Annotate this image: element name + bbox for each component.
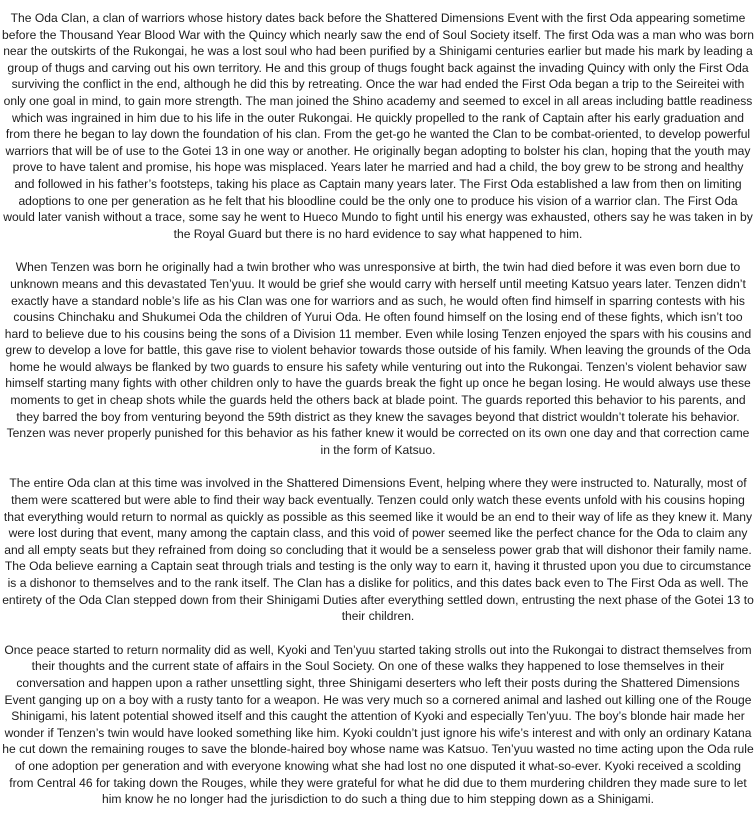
paragraph-shattered-dimensions: The entire Oda clan at this time was involved in the Shattered Dimensions Event, helping where they were instructed to. Naturally, most of them were scattered but were able to find their way back eventually. Tenzen could only watch these events unfold with his cousins hoping that everything would return to normal as quickly as possible as this seemed like it would be an end to their way of life as they knew it. Many were lost during that event, many among the captain class, and this void of power seemed like the perfect chance for the Oda to claim any and all empty seats but they refrained from doing so concluding that it would be a senseless power grab that will dishonor their family name. The Oda believe earning a Captain seat through trials and testing is the only way to earn it, having it thrusted upon you due to circumstance is a dishonor to themselves and to the rank itself. The Clan has a dislike for politics, and this dates back even to The First Oda as well. The entirety of the Oda Clan stepped down from their Shinigami Duties after everything settled down, entrusting the next phase of the Gotei 13 to their children.	[2, 476, 754, 624]
paragraph-oda-clan-history: The Oda Clan, a clan of warriors whose history dates back before the Shattered Dimensions Event with the first Oda appearing sometime before the Thousand Year Blood War with the Quincy which nearly saw the end of Soul Society itself. The first Oda was a man who was born near the outskirts of the Rukongai, he was a lost soul who had been purified by a Shinigami centuries earlier but made his mark by leading a group of thugs and carving out his own territory. He and this group of thugs fought back against the invading Quincy with only the First Oda surviving the conflict in the end, although he did this by retreating. Once the war had ended the First Oda began a trip to the Seireitei with only one goal in mind, to gain more strength. The man joined the Shino academy and seemed to excel in all areas including battle readiness which was ingrained in him due to his life in the outer Rukongai. He quickly propelled to the rank of Captain after his early graduation and from there he began to lay down the foundation of his clan. From the get-go he wanted the Clan to be combat-oriented, to develop powerful warriors that will be of use to the Gotei 13 in one way or another. He originally began adopting to bolster his clan, hoping that the youth may prove to have talent and promise, his hope was misplaced. Years later he married and had a child, the boy grew to be strong and healthy and followed in his father’s footsteps, taking his place as Captain many years later. The First Oda established a law from then on limiting adoptions to one per generation as he felt that his bloodline could be the only one to produce his vision of a warrior clan. The First Oda would later vanish without a trace, some say he went to Hueco Mundo to fight until his energy was exhausted, others say he was taken in by the Royal Guard but there is no hard evidence to say what happened to him.	[2, 11, 755, 241]
paragraph-katsuo-adoption: Once peace started to return normality did as well, Kyoki and Ten’yuu started taking strolls out into the Rukongai to distract themselves from their thoughts and the current state of affairs in the Soul Society. On one of these walks they happened to lose themselves in their conversation and happen upon a rather unsettling sight, three Shinigami deserters who left their posts during the Shattered Dimensions Event ganging up on a boy with a rusty tanto for a weapon. He was very much so a cornered animal and lashed out killing one of the Rouge Shinigami, his latent potential showed itself and this caught the attention of Kyoki and especially Ten’yuu. The boy’s blonde hair made her wonder if Tenzen’s twin would have looked something like him. Kyoki couldn’t just ignore his wife’s interest and with only an ordinary Katana he cut down the remaining rouges to save the blonde-haired boy whose name was Katsuo. Ten’yuu wasted no time acting upon the Oda rule of one adoption per generation and with everyone knowing what she had lost no one disputed it what-so-ever. Kyoki received a scolding from Central 46 for taking down the Rouges, while they were grateful for what he did due to them murdering children they made sure to let him know he no longer had the jurisdiction to do such a thing due to him stepping down as a Shinigami.	[2, 642, 754, 807]
paragraph-tenzen-childhood: When Tenzen was born he originally had a twin brother who was unresponsive at birth, the twin had died before it was even born due to unknown means and this devastated Ten’yuu. It would be grief she would carry with herself until meeting Katsuo years later. Tenzen didn’t exactly have a standard noble’s life as his Clan was one for warriors and as such, he would often find himself in sparring contests with his cousins Chinchaku and Shukumei Oda the children of Yurui Oda. He often found himself on the losing end of these fights, which isn’t too hard to believe due to his cousins being the sons of a Division 11 member. Even while losing Tenzen enjoyed the spars with his cousins and grew to develop a love for battle, this gave rise to violent behavior towards those outside of his family. When leaving the grounds of the Oda home he would always be flanked by two guards to ensure his safety while venturing out into the Rukongai. Tenzen’s violent behavior saw himself starting many fights with other children only to have the guards break the fight up once he began losing. He would always use these moments to get in cheap shots while the guards held the others back at blade point. The guards reported this behavior to his parents, and they barred the boy from venturing beyond the 59th district as they knew the savages beyond that district wouldn’t tolerate his behavior. Tenzen was never properly punished for this behavior as his father knew it would be corrected on its own one day and that correction came in the form of Katsuo.	[4, 260, 752, 457]
